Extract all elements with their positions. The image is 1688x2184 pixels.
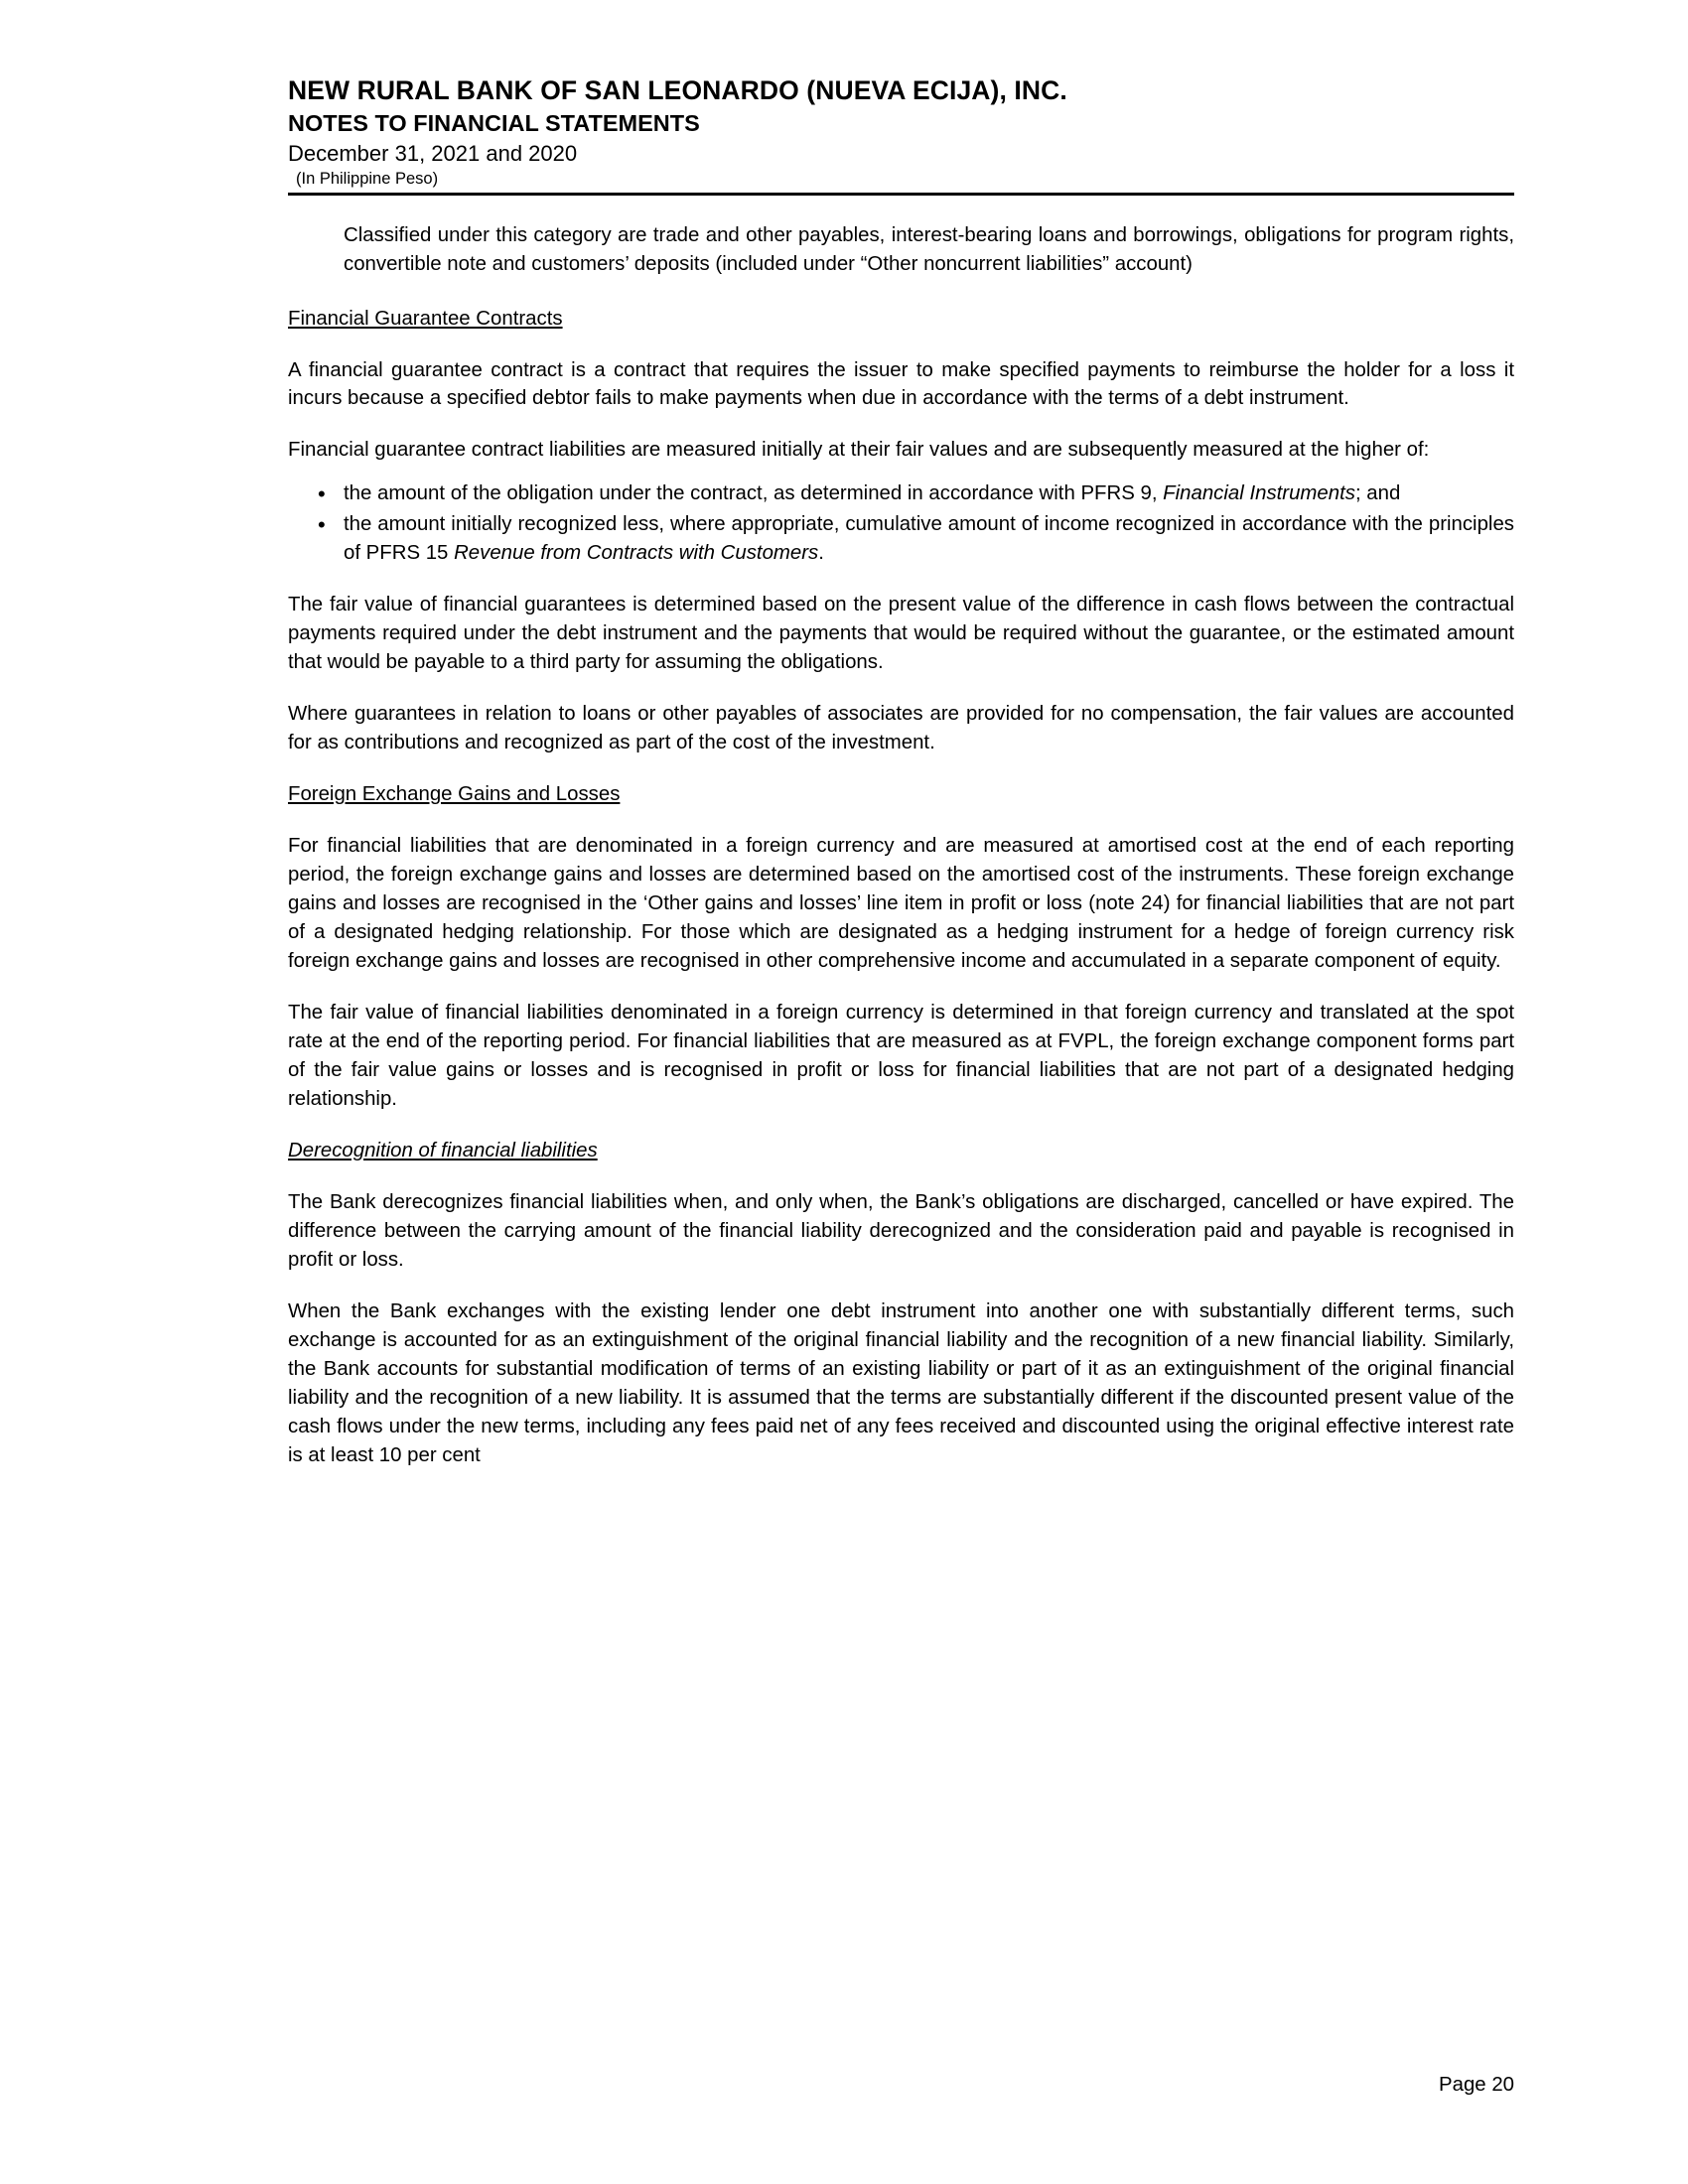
section-heading-foreign-exchange bbox=[288, 780, 1514, 809]
currency-note: (In Philippine Peso) bbox=[296, 169, 439, 188]
paragraph-exchange-modification: When the Bank exchanges with the existing lender one debt instrument into another one with substantially different terms, such exchange is accounted for as an extinguishment of the original financial liability and the recognition of a new financial liability. Similarly, the Bank accounts for substantial modification of terms of an existing liability or part of it as an extinguishment of the original financial liability and the recognition of a new liability. It is assumed that the terms are substantially different if the discounted present value of the cash flows under the new terms, including any fees paid net of any fees received and discounted using the original effective interest rate is at least 10 per cent bbox=[288, 1299, 1514, 1466]
paragraph-derecognition: The Bank derecognizes financial liabilities when, and only when, the Bank’s obligations are discharged, cancelled or have expired. The difference between the carrying amount of the financial liability derecognized and the consideration paid and payable is recognised in profit or loss. bbox=[288, 1190, 1514, 1271]
paragraph-fgc-measurement: Financial guarantee contract liabilities are measured initially at their fair values and are subsequently measured at the higher of: bbox=[288, 439, 1430, 462]
document-body bbox=[288, 221, 1514, 1470]
page-number: Page 20 bbox=[1439, 2074, 1514, 2096]
bullet-2-text: the amount initially recognized less, where appropriate, cumulative amount of income recognized in accordance with the principles of PFRS 15 bbox=[344, 513, 1514, 565]
section-heading-text: Derecognition of financial liabilities bbox=[288, 1139, 598, 1161]
header-divider bbox=[288, 193, 1514, 196]
bullet-2-italic: Revenue from Contracts with Customers bbox=[454, 542, 819, 565]
section-heading-text: Financial Guarantee Contracts bbox=[288, 307, 563, 330]
paragraph-fx-fair-value: The fair value of financial liabilities denominated in a foreign currency is determined in that foreign currency and translated at the spot rate at the end of the reporting period. For financial liabilities that are measured as at FVPL, the foreign exchange component forms part of the fair value gains or losses and is recognised in profit or loss for financial liabilities that are not part of a designated hedging relationship. bbox=[288, 1001, 1514, 1110]
section-heading-text: Foreign Exchange Gains and Losses bbox=[288, 783, 621, 806]
document-header bbox=[288, 74, 1514, 190]
company-name: NEW RURAL BANK OF SAN LEONARDO (NUEVA ECIJA), INC. bbox=[288, 75, 1067, 105]
paragraph-guarantees-associates: Where guarantees in relation to loans or other payables of associates are provided for no compensation, the fair values are accounted for as contributions and recognized as part of the cost of the investment. bbox=[288, 703, 1514, 754]
bullet-1-text: the amount of the obligation under the contract, as determined in accordance with PFRS 9, bbox=[344, 482, 1164, 505]
fgc-measurement-list bbox=[288, 479, 1514, 568]
list-item bbox=[288, 479, 1514, 508]
statement-dates: December 31, 2021 and 2020 bbox=[288, 140, 578, 166]
bullet-1-suffix: ; and bbox=[1354, 482, 1401, 505]
list-item bbox=[288, 510, 1514, 568]
paragraph-fair-value-guarantees: The fair value of financial guarantees is determined based on the present value of the difference in cash flows between the contractual payments required under the debt instrument and the payments that would be required without the guarantee, or the estimated amount that would be payable to a third party for assuming the obligations. bbox=[288, 594, 1514, 674]
bullet-1-italic: Financial Instruments bbox=[1163, 482, 1355, 505]
document-title: NOTES TO FINANCIAL STATEMENTS bbox=[288, 110, 700, 137]
paragraph-fx-amortised-cost: For financial liabilities that are denominated in a foreign currency and are measured at amortised cost at the end of each reporting period, the foreign exchange gains and losses are determined based on the amortised cost of the instruments. These foreign exchange gains and losses are recognised in the ‘Other gains and losses’ line item in profit or loss (note 24) for financial liabilities that are not part of a designated hedging relationship. For those which are designated as a hedging instrument for a hedge of foreign currency risk foreign exchange gains and losses are recognised in other comprehensive income and accumulated in a separate component of equity. bbox=[288, 835, 1514, 973]
intro-paragraph: Classified under this category are trade and other payables, interest-bearing loans and borrowings, obligations for program rights, convertible note and customers’ deposits (included under “Other noncurrent liabilities” account) bbox=[344, 223, 1514, 275]
section-heading-financial-guarantee-contracts bbox=[288, 305, 1514, 334]
section-heading-derecognition bbox=[288, 1137, 1514, 1165]
paragraph-fgc-definition: A financial guarantee contract is a contract that requires the issuer to make specified payments to reimburse the holder for a loss it incurs because a specified debtor fails to make payments when due in accordance with the terms of a debt instrument. bbox=[288, 358, 1514, 410]
bullet-2-suffix: . bbox=[818, 542, 824, 565]
